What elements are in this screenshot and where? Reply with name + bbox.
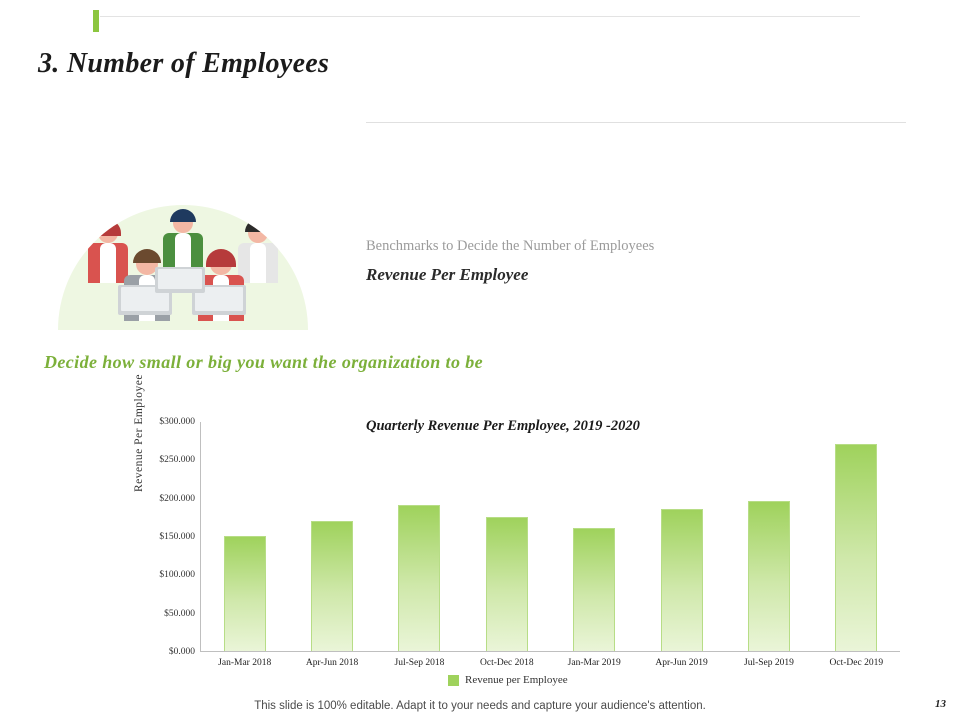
revenue-per-employee-chart: [118, 374, 918, 686]
bar-slot: [638, 422, 725, 668]
y-tick-label: $200.000: [159, 493, 195, 504]
team-of-employees-illustration: [58, 205, 308, 330]
bar-slot: [288, 422, 375, 668]
laptop-icon-center: [155, 267, 205, 293]
subheading: Revenue Per Employee: [366, 265, 529, 284]
chart-title: Quarterly Revenue Per Employee, 2019 -2020: [366, 418, 640, 434]
x-tick-label: Oct-Dec 2019: [829, 658, 884, 668]
y-tick-label: $150.000: [159, 532, 195, 542]
x-tick-label: Oct-Dec 2018: [480, 658, 534, 668]
page-number: 13: [935, 698, 946, 710]
bar[interactable]: [398, 505, 440, 651]
x-tick-label: Jul-Sep 2018: [394, 658, 445, 668]
x-tick-label: Jul-Sep 2019: [744, 658, 794, 668]
bar-slot: [376, 422, 463, 668]
x-tick-label: Apr-Jun 2018: [305, 658, 359, 668]
x-tick-label: Apr-Jun 2019: [655, 658, 708, 668]
bar[interactable]: [224, 536, 266, 651]
y-axis-label: Revenue Per Employee: [133, 374, 145, 492]
footer-note: This slide is 100% editable. Adapt it to your needs and capture your audience's attention.: [254, 700, 706, 712]
tagline: Decide how small or big you want the organization to be: [44, 352, 484, 372]
bar[interactable]: [573, 528, 615, 651]
x-tick-label: Jan-Mar 2019: [567, 658, 621, 668]
page-title: 3. Number of Employees: [38, 48, 330, 79]
bar[interactable]: [835, 444, 877, 651]
y-tick-label: $250.000: [159, 455, 195, 466]
bar[interactable]: [311, 521, 353, 651]
bar-series: [201, 422, 900, 668]
top-divider: [100, 16, 860, 17]
bar[interactable]: [748, 501, 790, 651]
bar-slot: [551, 422, 638, 668]
legend-swatch-icon: [448, 675, 459, 686]
bar[interactable]: [661, 509, 703, 651]
bar[interactable]: [486, 517, 528, 651]
accent-bar: [93, 10, 99, 32]
y-tick-label: $300.000: [159, 417, 195, 427]
y-tick-label: $50.000: [164, 608, 195, 619]
chart-plot-area: [133, 374, 900, 668]
y-tick-label: $0.000: [168, 647, 195, 657]
y-tick-label: $100.000: [159, 570, 195, 581]
bar-slot: [725, 422, 812, 668]
x-tick-label: Jan-Mar 2018: [218, 658, 272, 668]
chart-legend: [448, 674, 568, 686]
legend-label: Revenue per Employee: [465, 674, 568, 686]
bar-slot: [813, 422, 900, 668]
title-divider: [366, 122, 906, 123]
benchmark-label: Benchmarks to Decide the Number of Employees: [366, 238, 655, 254]
bar-slot: [201, 422, 288, 668]
bar-slot: [463, 422, 550, 668]
